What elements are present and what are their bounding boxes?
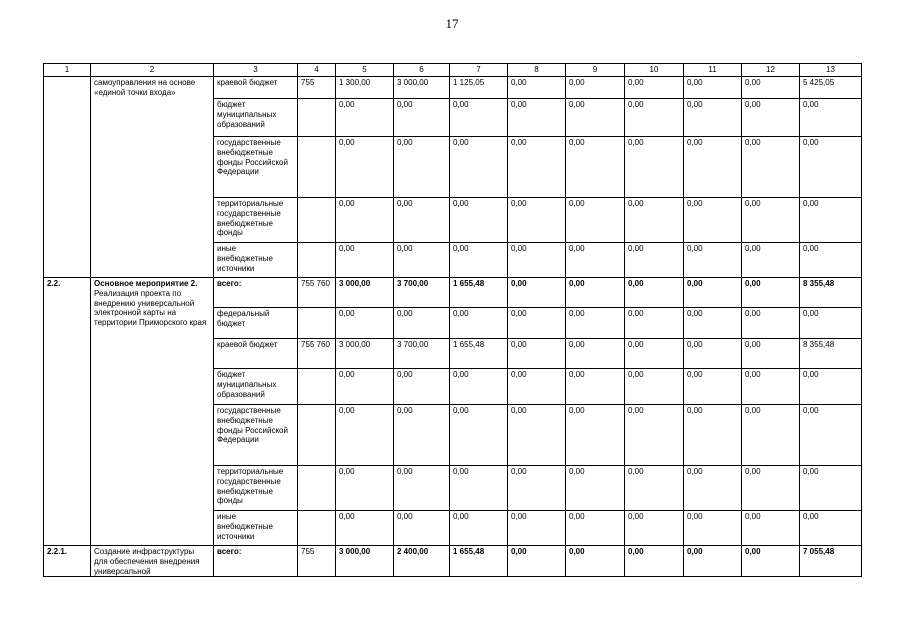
value-cell: 0,00 [742, 99, 800, 137]
value-cell: 0,00 [742, 511, 800, 546]
value-cell: 0,00 [684, 511, 742, 546]
value-cell: 3 000,00 [336, 278, 394, 308]
value-cell: 0,00 [742, 198, 800, 243]
budget-code [298, 308, 336, 339]
value-cell: 0,00 [684, 99, 742, 137]
value-cell: 0,00 [508, 511, 566, 546]
column-header: 11 [684, 64, 742, 77]
row-description-text: Реализация проекта по внедрению универсальной электронной карты на территории Приморского края [94, 288, 207, 328]
budget-code [298, 466, 336, 511]
column-header: 3 [214, 64, 298, 77]
funding-source: иные внебюджетные источники [214, 511, 298, 546]
value-cell: 3 700,00 [394, 278, 450, 308]
funding-source: краевой бюджет [214, 77, 298, 99]
value-cell: 0,00 [800, 99, 862, 137]
value-cell: 0,00 [684, 77, 742, 99]
value-cell: 0,00 [336, 369, 394, 405]
value-cell: 0,00 [394, 405, 450, 466]
value-cell: 0,00 [566, 405, 625, 466]
value-cell: 5 425,05 [800, 77, 862, 99]
budget-code [298, 137, 336, 198]
value-cell: 0,00 [800, 369, 862, 405]
value-cell: 0,00 [566, 278, 625, 308]
column-header: 8 [508, 64, 566, 77]
value-cell: 3 000,00 [336, 339, 394, 369]
budget-code [298, 405, 336, 466]
value-cell: 0,00 [625, 466, 684, 511]
value-cell: 0,00 [450, 466, 508, 511]
budget-code [298, 511, 336, 546]
value-cell: 0,00 [684, 243, 742, 278]
table-row [44, 77, 862, 99]
value-cell: 0,00 [800, 137, 862, 198]
value-cell: 0,00 [566, 99, 625, 137]
value-cell: 0,00 [566, 137, 625, 198]
row-description-bold: Основное мероприятие 2. [94, 279, 198, 288]
budget-table [43, 63, 862, 577]
value-cell: 0,00 [450, 369, 508, 405]
value-cell: 0,00 [394, 369, 450, 405]
row-code: 2.2.1. [44, 546, 91, 577]
value-cell: 0,00 [394, 137, 450, 198]
budget-code [298, 198, 336, 243]
column-header: 10 [625, 64, 684, 77]
value-cell: 0,00 [450, 137, 508, 198]
value-cell: 0,00 [508, 243, 566, 278]
value-cell: 0,00 [336, 308, 394, 339]
value-cell: 1 655,48 [450, 339, 508, 369]
value-cell: 0,00 [684, 546, 742, 577]
value-cell: 0,00 [684, 278, 742, 308]
value-cell: 0,00 [508, 308, 566, 339]
value-cell: 0,00 [508, 137, 566, 198]
value-cell: 0,00 [450, 99, 508, 137]
value-cell: 0,00 [625, 137, 684, 198]
value-cell: 0,00 [742, 77, 800, 99]
column-header: 1 [44, 64, 91, 77]
funding-source: государственные внебюджетные фонды Российской Федерации [214, 137, 298, 198]
column-header: 12 [742, 64, 800, 77]
value-cell: 0,00 [336, 243, 394, 278]
funding-source: бюджет муниципальных образований [214, 99, 298, 137]
column-header: 7 [450, 64, 508, 77]
value-cell: 0,00 [566, 77, 625, 99]
value-cell: 0,00 [336, 405, 394, 466]
value-cell: 0,00 [625, 405, 684, 466]
value-cell: 0,00 [336, 137, 394, 198]
value-cell: 0,00 [450, 198, 508, 243]
value-cell: 0,00 [508, 369, 566, 405]
value-cell: 0,00 [394, 308, 450, 339]
budget-code: 755 [298, 77, 336, 99]
funding-source: иные внебюджетные источники [214, 243, 298, 278]
funding-source: краевой бюджет [214, 339, 298, 369]
value-cell: 0,00 [800, 511, 862, 546]
funding-source: федеральный бюджет [214, 308, 298, 339]
value-cell: 0,00 [508, 466, 566, 511]
value-cell: 0,00 [394, 466, 450, 511]
value-cell: 0,00 [625, 511, 684, 546]
value-cell: 0,00 [450, 308, 508, 339]
value-cell: 7 055,48 [800, 546, 862, 577]
value-cell: 0,00 [566, 369, 625, 405]
value-cell: 0,00 [742, 278, 800, 308]
budget-code [298, 369, 336, 405]
value-cell: 0,00 [625, 198, 684, 243]
funding-source: всего: [214, 546, 298, 577]
value-cell: 8 355,48 [800, 339, 862, 369]
value-cell: 0,00 [508, 77, 566, 99]
funding-source: бюджет муниципальных образований [214, 369, 298, 405]
table-row [44, 546, 862, 577]
value-cell: 0,00 [336, 198, 394, 243]
column-header: 5 [336, 64, 394, 77]
value-cell: 0,00 [394, 99, 450, 137]
value-cell: 0,00 [394, 243, 450, 278]
table-body [44, 77, 862, 577]
table-header [44, 64, 862, 77]
column-header: 13 [800, 64, 862, 77]
value-cell: 0,00 [566, 339, 625, 369]
value-cell: 0,00 [566, 243, 625, 278]
value-cell: 0,00 [450, 405, 508, 466]
value-cell: 0,00 [508, 99, 566, 137]
value-cell: 0,00 [742, 546, 800, 577]
value-cell: 0,00 [508, 278, 566, 308]
value-cell: 0,00 [800, 198, 862, 243]
value-cell: 0,00 [625, 369, 684, 405]
value-cell: 0,00 [625, 99, 684, 137]
value-cell: 0,00 [336, 466, 394, 511]
value-cell: 0,00 [742, 137, 800, 198]
column-header: 4 [298, 64, 336, 77]
value-cell: 0,00 [336, 99, 394, 137]
value-cell: 0,00 [566, 546, 625, 577]
value-cell: 0,00 [742, 243, 800, 278]
value-cell: 2 400,00 [394, 546, 450, 577]
value-cell: 0,00 [742, 369, 800, 405]
value-cell: 0,00 [625, 278, 684, 308]
value-cell: 0,00 [566, 308, 625, 339]
value-cell: 1 655,48 [450, 546, 508, 577]
value-cell: 0,00 [450, 243, 508, 278]
column-header: 2 [91, 64, 214, 77]
value-cell: 0,00 [508, 198, 566, 243]
value-cell: 0,00 [566, 198, 625, 243]
value-cell: 0,00 [336, 511, 394, 546]
value-cell: 0,00 [625, 546, 684, 577]
row-description-text: Создание инфраструктуры для обеспечения внедрения универсальной [94, 547, 200, 576]
funding-source: всего: [214, 278, 298, 308]
value-cell: 1 655,48 [450, 278, 508, 308]
value-cell: 3 700,00 [394, 339, 450, 369]
budget-code: 755 760 [298, 339, 336, 369]
row-description-text: самоуправления на основе «единой точки входа» [94, 78, 196, 97]
value-cell: 0,00 [508, 546, 566, 577]
row-code [44, 77, 91, 278]
value-cell: 1 125,05 [450, 77, 508, 99]
page-number: 17 [445, 16, 459, 31]
value-cell: 0,00 [800, 243, 862, 278]
value-cell: 0,00 [684, 137, 742, 198]
value-cell: 0,00 [800, 466, 862, 511]
table-row [44, 278, 862, 308]
value-cell: 0,00 [742, 405, 800, 466]
row-description [91, 546, 214, 577]
value-cell: 0,00 [742, 308, 800, 339]
value-cell: 0,00 [684, 308, 742, 339]
value-cell: 0,00 [684, 339, 742, 369]
value-cell: 0,00 [450, 511, 508, 546]
value-cell: 0,00 [684, 198, 742, 243]
value-cell: 0,00 [684, 369, 742, 405]
value-cell: 3 000,00 [336, 546, 394, 577]
budget-code: 755 [298, 546, 336, 577]
value-cell: 0,00 [684, 405, 742, 466]
value-cell: 0,00 [742, 339, 800, 369]
value-cell: 0,00 [800, 308, 862, 339]
value-cell: 0,00 [508, 405, 566, 466]
value-cell: 0,00 [566, 466, 625, 511]
funding-source: территориальные государственные внебюджетные фонды [214, 198, 298, 243]
value-cell: 1 300,00 [336, 77, 394, 99]
budget-code [298, 243, 336, 278]
value-cell: 0,00 [625, 339, 684, 369]
value-cell: 0,00 [625, 308, 684, 339]
budget-code [298, 99, 336, 137]
funding-source: территориальные государственные внебюджетные фонды [214, 466, 298, 511]
value-cell: 0,00 [566, 511, 625, 546]
column-header: 9 [566, 64, 625, 77]
value-cell: 0,00 [394, 198, 450, 243]
row-description [91, 77, 214, 278]
value-cell: 0,00 [800, 405, 862, 466]
value-cell: 8 355,48 [800, 278, 862, 308]
value-cell: 0,00 [625, 77, 684, 99]
budget-code: 755 760 [298, 278, 336, 308]
value-cell: 3 000,00 [394, 77, 450, 99]
value-cell: 0,00 [625, 243, 684, 278]
value-cell: 0,00 [742, 466, 800, 511]
value-cell: 0,00 [508, 339, 566, 369]
row-description [91, 278, 214, 546]
value-cell: 0,00 [684, 466, 742, 511]
funding-source: государственные внебюджетные фонды Российской Федерации [214, 405, 298, 466]
value-cell: 0,00 [394, 511, 450, 546]
row-code: 2.2. [44, 278, 91, 546]
column-header: 6 [394, 64, 450, 77]
